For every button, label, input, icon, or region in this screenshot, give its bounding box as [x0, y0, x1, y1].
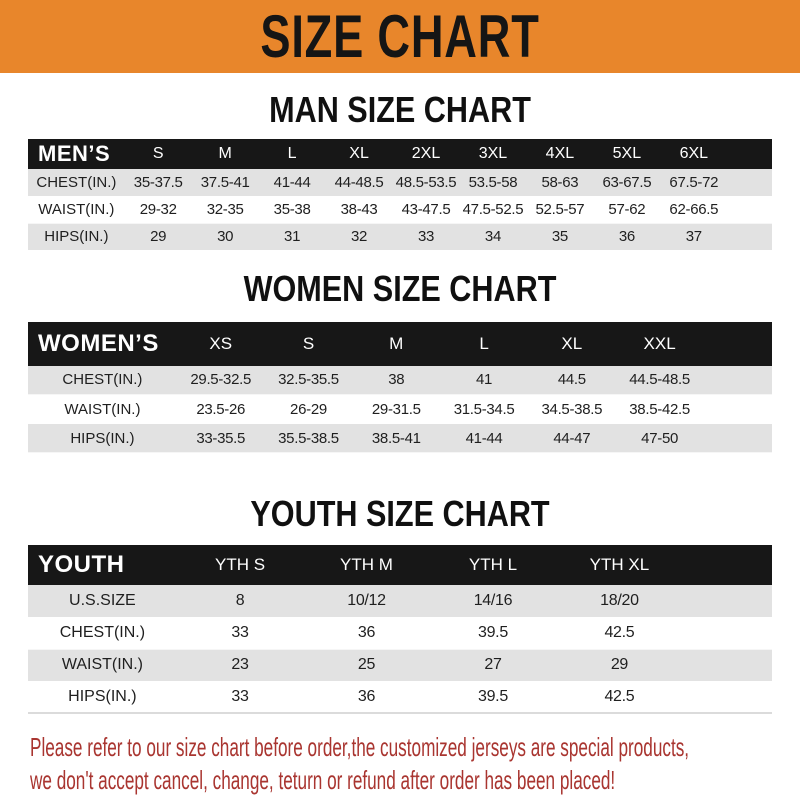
women-heading-text: WOMEN SIZE CHART [243, 267, 557, 309]
size-cell: 36 [593, 223, 660, 250]
men-heading-text: MAN SIZE CHART [269, 89, 531, 130]
size-cell: 29 [556, 649, 682, 681]
size-cell: 47-50 [616, 424, 704, 453]
section-heading [0, 494, 800, 534]
column-header: YTH M [340, 555, 393, 574]
table-header-row [28, 322, 772, 366]
size-cell: 39.5 [430, 681, 556, 713]
size-cell: 44-48.5 [326, 169, 393, 196]
size-cell: 31 [259, 223, 326, 250]
column-header: 5XL [612, 145, 642, 162]
row-label: HIPS(IN.) [28, 681, 177, 713]
column-header: 4XL [545, 145, 575, 162]
table-row [28, 395, 772, 424]
column-header: S [152, 145, 164, 162]
size-cell: 58-63 [526, 169, 593, 196]
size-cell: 32-35 [192, 196, 259, 223]
column-header: S [302, 333, 315, 353]
size-cell: 29 [125, 223, 192, 250]
size-cell: 41-44 [259, 169, 326, 196]
column-header: XL [561, 333, 583, 353]
filler-cell [704, 366, 773, 395]
column-header: YTH XL [589, 555, 650, 574]
size-cell: 52.5-57 [526, 196, 593, 223]
column-header: 2XL [411, 145, 441, 162]
row-label: CHEST(IN.) [28, 617, 177, 649]
size-cell: 34 [459, 223, 526, 250]
column-header: XL [349, 145, 369, 162]
youth-size-section [0, 494, 800, 714]
filler-cell [704, 322, 773, 366]
size-cell: 33 [177, 617, 303, 649]
size-cell: 38.5-41 [352, 424, 440, 453]
size-cell: 35 [526, 223, 593, 250]
table-row [28, 196, 772, 223]
table-row [28, 681, 772, 713]
size-cell: 35-38 [259, 196, 326, 223]
size-cell: 41 [440, 366, 528, 395]
size-cell: 57-62 [593, 196, 660, 223]
size-cell: 38-43 [326, 196, 393, 223]
size-cell: 23.5-26 [177, 395, 265, 424]
filler-cell [727, 223, 772, 250]
size-cell: 41-44 [440, 424, 528, 453]
column-header: 3XL [478, 145, 508, 162]
filler-cell [683, 545, 772, 585]
size-cell: 37 [660, 223, 727, 250]
size-cell: 33 [393, 223, 460, 250]
size-cell: 63-67.5 [593, 169, 660, 196]
size-cell: 31.5-34.5 [440, 395, 528, 424]
size-cell: 35-37.5 [125, 169, 192, 196]
size-cell: 23 [177, 649, 303, 681]
row-label: WAIST(IN.) [28, 649, 177, 681]
corner-label: MEN’S [38, 141, 111, 166]
filler-cell [683, 681, 772, 713]
corner-label: WOMEN’S [38, 329, 159, 357]
notice-line: Please refer to our size chart before order,the customized jerseys are special products, [30, 732, 690, 762]
column-header: 6XL [679, 145, 709, 162]
size-cell: 18/20 [556, 585, 682, 617]
size-cell: 30 [192, 223, 259, 250]
size-cell: 62-66.5 [660, 196, 727, 223]
size-cell: 38.5-42.5 [616, 395, 704, 424]
table-row [28, 169, 772, 196]
size-cell: 33 [177, 681, 303, 713]
size-cell: 67.5-72 [660, 169, 727, 196]
section-heading [0, 269, 800, 309]
row-label: U.S.SIZE [28, 585, 177, 617]
youth-heading-text: YOUTH SIZE CHART [250, 493, 550, 534]
filler-cell [727, 139, 772, 169]
size-cell: 43-47.5 [393, 196, 460, 223]
notice-line: we don't accept cancel, change, teturn or refund after order has been placed! [30, 765, 616, 795]
filler-cell [704, 395, 773, 424]
table-row [28, 223, 772, 250]
size-cell: 36 [303, 681, 429, 713]
column-header: YTH S [215, 555, 266, 574]
column-header: L [287, 145, 297, 162]
filler-cell [727, 196, 772, 223]
size-cell: 8 [177, 585, 303, 617]
size-cell: 14/16 [430, 585, 556, 617]
notice-text [0, 731, 800, 797]
row-label: WAIST(IN.) [28, 395, 177, 424]
size-cell: 42.5 [556, 681, 682, 713]
size-cell: 35.5-38.5 [265, 424, 353, 453]
filler-cell [683, 617, 772, 649]
filler-cell [727, 169, 772, 196]
size-cell: 26-29 [265, 395, 353, 424]
size-cell: 27 [430, 649, 556, 681]
row-label: CHEST(IN.) [28, 366, 177, 395]
size-cell: 39.5 [430, 617, 556, 649]
size-cell: 25 [303, 649, 429, 681]
table-row [28, 585, 772, 617]
row-label: CHEST(IN.) [28, 169, 125, 196]
size-cell: 42.5 [556, 617, 682, 649]
size-cell: 44.5-48.5 [616, 366, 704, 395]
row-label: HIPS(IN.) [28, 424, 177, 453]
size-cell: 44.5 [528, 366, 616, 395]
row-label: WAIST(IN.) [28, 196, 125, 223]
youth-size-table [28, 545, 772, 714]
table-row [28, 366, 772, 395]
size-cell: 29-32 [125, 196, 192, 223]
size-cell: 29-31.5 [352, 395, 440, 424]
column-header: YTH L [468, 555, 518, 574]
size-cell: 38 [352, 366, 440, 395]
column-header: M [389, 333, 404, 353]
size-cell: 48.5-53.5 [393, 169, 460, 196]
size-cell: 53.5-58 [459, 169, 526, 196]
table-header-row [28, 545, 772, 585]
column-header: XXL [643, 333, 676, 353]
column-header: M [218, 145, 232, 162]
banner-title: SIZE CHART [260, 2, 540, 71]
column-header: XS [209, 333, 233, 353]
table-row [28, 424, 772, 453]
women-size-section [0, 269, 800, 454]
corner-label: YOUTH [38, 551, 125, 578]
men-size-table [28, 139, 772, 251]
size-cell: 37.5-41 [192, 169, 259, 196]
row-label: HIPS(IN.) [28, 223, 125, 250]
size-cell: 32.5-35.5 [265, 366, 353, 395]
section-heading [0, 90, 800, 130]
filler-cell [683, 649, 772, 681]
filler-cell [683, 585, 772, 617]
table-row [28, 617, 772, 649]
size-cell: 34.5-38.5 [528, 395, 616, 424]
filler-cell [704, 424, 773, 453]
size-cell: 44-47 [528, 424, 616, 453]
size-cell: 33-35.5 [177, 424, 265, 453]
size-cell: 32 [326, 223, 393, 250]
size-cell: 10/12 [303, 585, 429, 617]
size-cell: 47.5-52.5 [459, 196, 526, 223]
title-banner [0, 0, 800, 73]
men-size-section [0, 90, 800, 251]
table-row [28, 649, 772, 681]
size-cell: 29.5-32.5 [177, 366, 265, 395]
column-header: L [479, 333, 489, 353]
size-cell: 36 [303, 617, 429, 649]
table-header-row [28, 139, 772, 169]
women-size-table [28, 322, 772, 454]
